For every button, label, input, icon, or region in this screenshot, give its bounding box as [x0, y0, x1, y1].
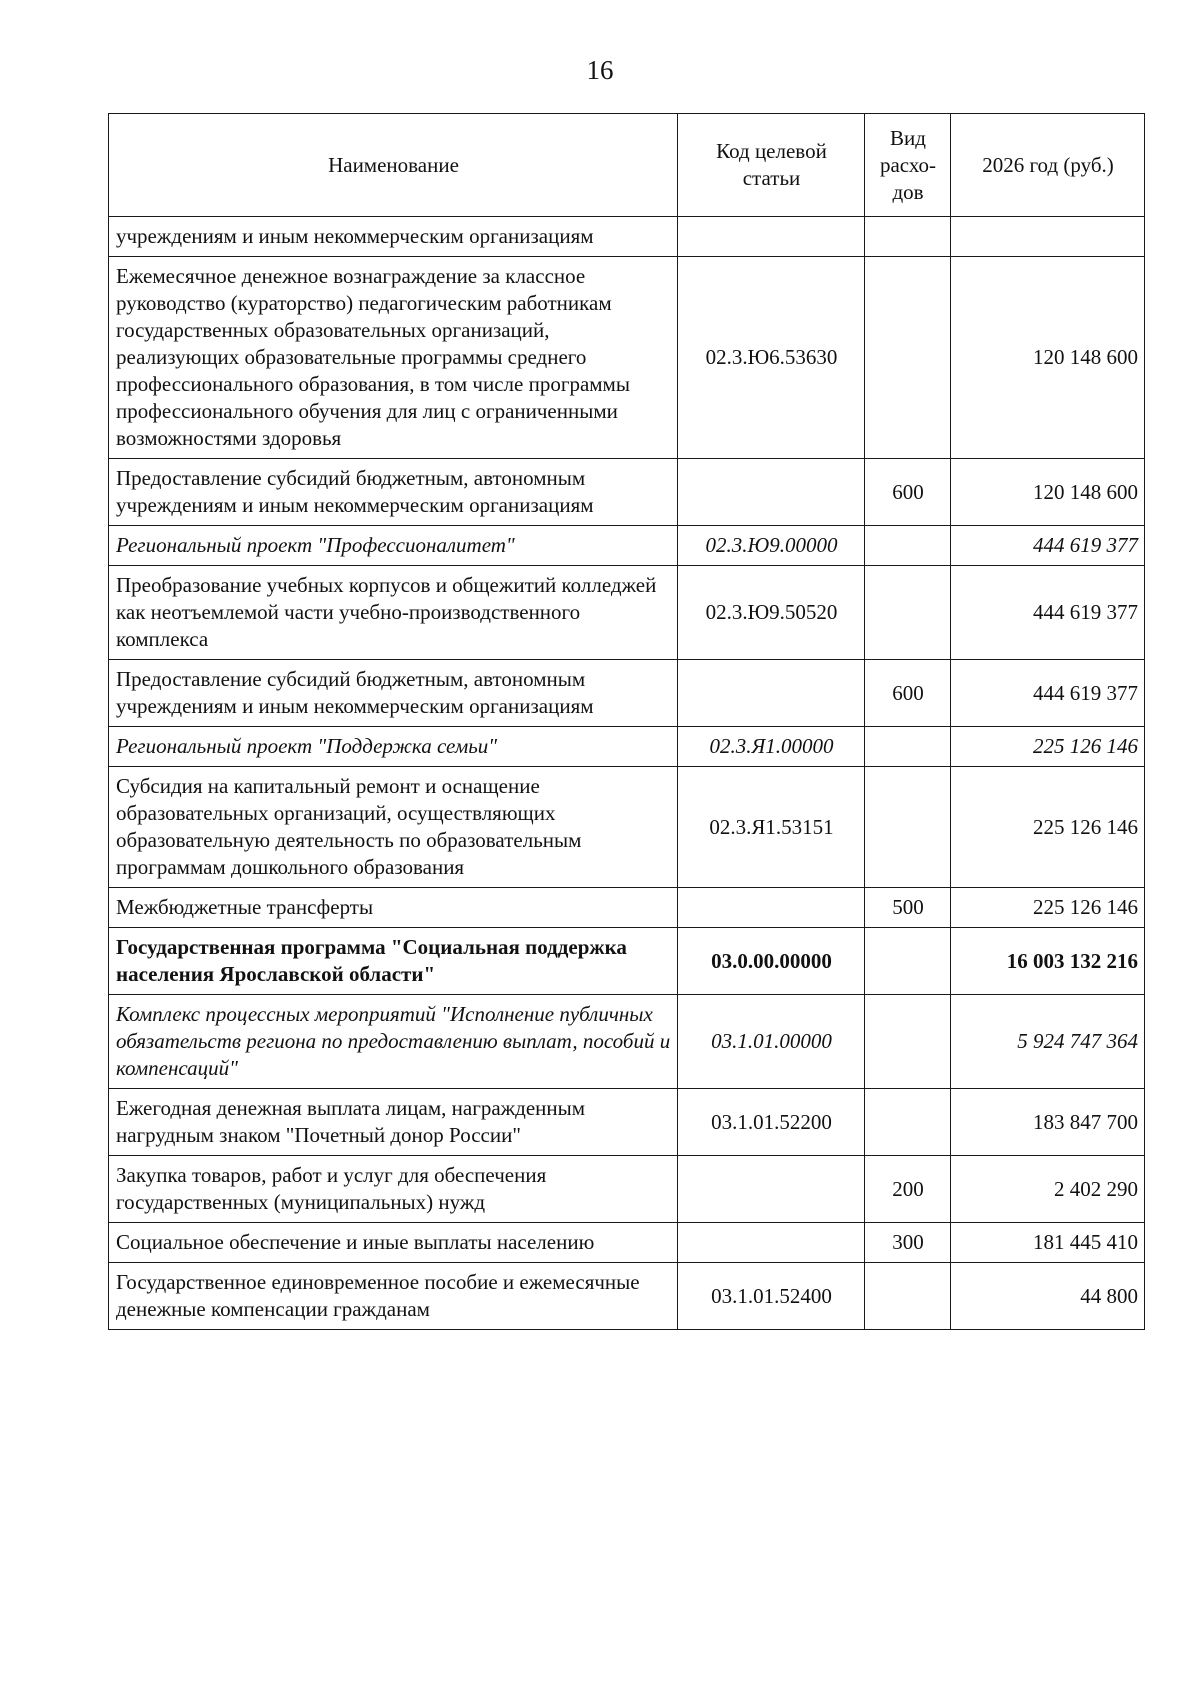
- cell-type: 200: [865, 1156, 951, 1223]
- table-row: [109, 727, 1145, 767]
- cell-name: Предоставление субсидий бюджетным, автономным учреждениям и иным некоммерческим организациям: [109, 660, 678, 727]
- cell-code: 03.0.00.00000: [678, 928, 865, 995]
- cell-code: [678, 459, 865, 526]
- cell-type: [865, 727, 951, 767]
- cell-amount: 225 126 146: [951, 767, 1145, 888]
- cell-name: Ежемесячное денежное вознаграждение за классное руководство (кураторство) педагогическим работникам государственных образовательных организаций, реализующих образовательные программы среднего профессионального образования, в том числе программы профессионального обучения для лиц с ограниченными возможностями здоровья: [109, 257, 678, 459]
- table-row: [109, 526, 1145, 566]
- cell-type: [865, 1263, 951, 1330]
- cell-type: 300: [865, 1223, 951, 1263]
- cell-amount: 225 126 146: [951, 727, 1145, 767]
- header-name: Наименование: [109, 114, 678, 217]
- cell-type: [865, 995, 951, 1089]
- table-header-row: [109, 114, 1145, 217]
- cell-code: [678, 1156, 865, 1223]
- cell-name: Государственная программа "Социальная поддержка населения Ярославской области": [109, 928, 678, 995]
- cell-name: Предоставление субсидий бюджетным, автономным учреждениям и иным некоммерческим организациям: [109, 459, 678, 526]
- cell-name: Преобразование учебных корпусов и общежитий колледжей как неотъемлемой части учебно-производственного комплекса: [109, 566, 678, 660]
- table-row: [109, 217, 1145, 257]
- header-type: Вид расхо-дов: [865, 114, 951, 217]
- header-amount: 2026 год (руб.): [951, 114, 1145, 217]
- cell-type: [865, 928, 951, 995]
- cell-name: Субсидия на капитальный ремонт и оснащение образовательных организаций, осуществляющих образовательную деятельность по образовательным программам дошкольного образования: [109, 767, 678, 888]
- cell-code: 02.3.Я1.00000: [678, 727, 865, 767]
- cell-amount: 225 126 146: [951, 888, 1145, 928]
- cell-type: [865, 566, 951, 660]
- table-row: [109, 566, 1145, 660]
- cell-name: Межбюджетные трансферты: [109, 888, 678, 928]
- table-row: [109, 995, 1145, 1089]
- cell-type: [865, 217, 951, 257]
- cell-amount: 2 402 290: [951, 1156, 1145, 1223]
- cell-type: [865, 257, 951, 459]
- table-row: [109, 1156, 1145, 1223]
- cell-type: [865, 1089, 951, 1156]
- cell-type: 600: [865, 660, 951, 727]
- cell-code: 02.3.Я1.53151: [678, 767, 865, 888]
- cell-amount: 120 148 600: [951, 459, 1145, 526]
- cell-code: [678, 1223, 865, 1263]
- table-row: [109, 459, 1145, 526]
- cell-code: 02.3.Ю6.53630: [678, 257, 865, 459]
- budget-table: [108, 113, 1145, 1330]
- cell-name: Закупка товаров, работ и услуг для обеспечения государственных (муниципальных) нужд: [109, 1156, 678, 1223]
- table-row: [109, 888, 1145, 928]
- cell-code: 03.1.01.00000: [678, 995, 865, 1089]
- table-row: [109, 767, 1145, 888]
- cell-amount: 5 924 747 364: [951, 995, 1145, 1089]
- cell-code: 03.1.01.52200: [678, 1089, 865, 1156]
- cell-code: 03.1.01.52400: [678, 1263, 865, 1330]
- cell-code: [678, 888, 865, 928]
- cell-name: учреждениям и иным некоммерческим организациям: [109, 217, 678, 257]
- header-code: Код целевой статьи: [678, 114, 865, 217]
- cell-type: 500: [865, 888, 951, 928]
- cell-amount: 444 619 377: [951, 566, 1145, 660]
- table-row: [109, 1089, 1145, 1156]
- cell-amount: [951, 217, 1145, 257]
- cell-code: [678, 217, 865, 257]
- cell-amount: 120 148 600: [951, 257, 1145, 459]
- cell-amount: 16 003 132 216: [951, 928, 1145, 995]
- table-row: [109, 257, 1145, 459]
- cell-amount: 44 800: [951, 1263, 1145, 1330]
- cell-name: Государственное единовременное пособие и ежемесячные денежные компенсации гражданам: [109, 1263, 678, 1330]
- page-number: 16: [586, 55, 614, 85]
- table-row: [109, 660, 1145, 727]
- cell-type: [865, 767, 951, 888]
- cell-name: Ежегодная денежная выплата лицам, награжденным нагрудным знаком "Почетный донор России": [109, 1089, 678, 1156]
- cell-name: Региональный проект "Профессионалитет": [109, 526, 678, 566]
- cell-name: Комплекс процессных мероприятий "Исполнение публичных обязательств региона по предоставлению выплат, пособий и компенсаций": [109, 995, 678, 1089]
- table-row: [109, 1223, 1145, 1263]
- cell-code: 02.3.Ю9.00000: [678, 526, 865, 566]
- table-row: [109, 928, 1145, 995]
- cell-name: Региональный проект "Поддержка семьи": [109, 727, 678, 767]
- cell-code: [678, 660, 865, 727]
- cell-amount: 444 619 377: [951, 660, 1145, 727]
- cell-type: [865, 526, 951, 566]
- cell-name: Социальное обеспечение и иные выплаты населению: [109, 1223, 678, 1263]
- cell-amount: 183 847 700: [951, 1089, 1145, 1156]
- cell-amount: 444 619 377: [951, 526, 1145, 566]
- cell-code: 02.3.Ю9.50520: [678, 566, 865, 660]
- cell-amount: 181 445 410: [951, 1223, 1145, 1263]
- cell-type: 600: [865, 459, 951, 526]
- table-row: [109, 1263, 1145, 1330]
